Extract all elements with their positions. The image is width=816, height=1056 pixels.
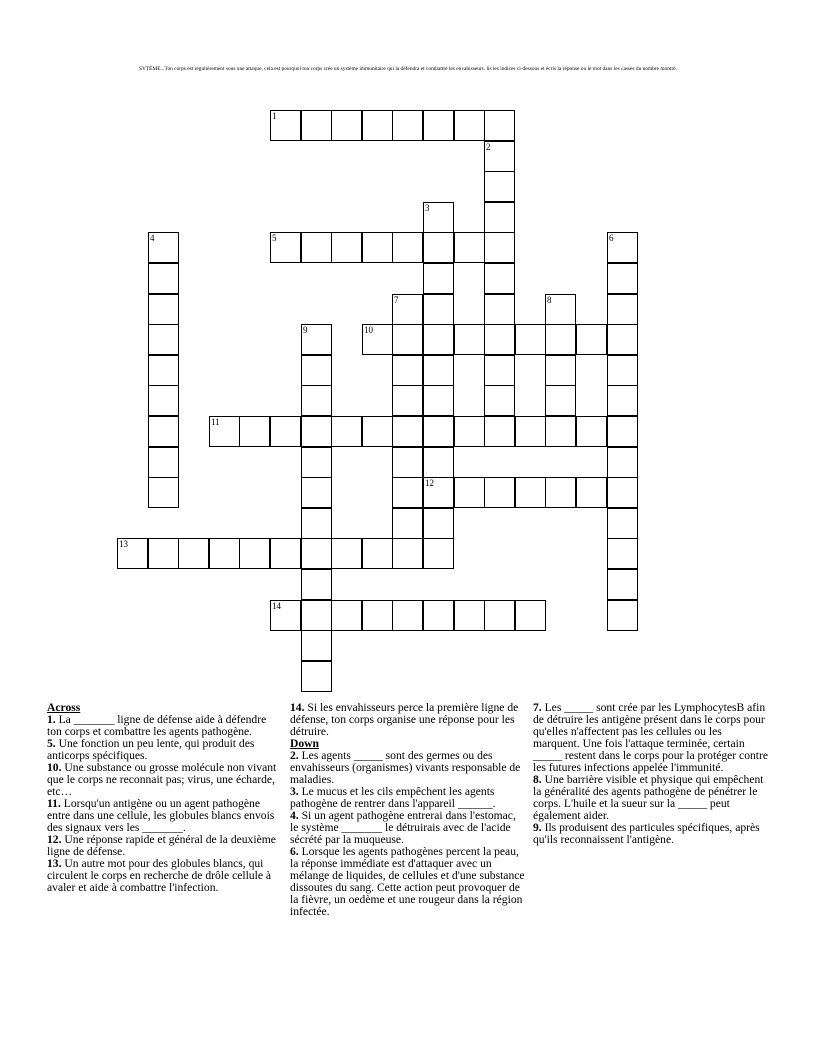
clue-num: 10. [47,761,62,774]
clue-num: 14. [290,701,305,714]
crossword-cell[interactable] [148,477,179,508]
crossword-cell[interactable] [423,355,454,386]
clue-num: 12. [47,833,62,846]
crossword-cell[interactable] [423,508,454,539]
clue-number: 12 [425,478,434,488]
crossword-cell[interactable] [423,110,454,141]
crossword-cell[interactable] [423,600,454,631]
crossword-cell[interactable] [392,447,423,478]
clue-text: Une substance ou grosse molécule non vivant que le corps ne reconnait pas; virus, une écharde, etc… [47,761,277,798]
crossword-cell[interactable] [515,600,546,631]
crossword-cell[interactable] [484,110,515,141]
crossword-cell[interactable] [301,569,332,600]
clue-number: 8 [547,295,552,305]
clue-num: 11. [47,797,61,810]
crossword-cell[interactable] [392,355,423,386]
clue-item [533,702,769,774]
crossword-cell[interactable] [270,538,301,569]
crossword-cell[interactable] [484,263,515,294]
crossword-cell[interactable] [148,263,179,294]
instructions-text: SYTÈME...Ton corps est régulièrement sous une attaque, cela est pourquoi ton corps crée un système immunitaire qui la défendra et combattre les envahisseurs. lis les indices ci-dessous et écris la réponse ou le mot dans les casses du nombre montré. [138,66,678,72]
crossword-cell[interactable] [545,477,576,508]
crossword-cell[interactable] [270,600,301,631]
crossword-cell[interactable] [607,385,638,416]
crossword-cell[interactable] [178,538,209,569]
crossword-cell[interactable] [239,538,270,569]
clue-item [47,714,283,738]
crossword-cell[interactable] [392,324,423,355]
crossword-cell[interactable] [423,447,454,478]
clue-number: 14 [272,601,281,611]
across-heading: Across [47,701,81,714]
clue-text: Une fonction un peu lente, qui produit des anticorps spécifiques. [47,737,255,762]
crossword-cell[interactable] [362,232,393,263]
crossword-cell[interactable] [392,385,423,416]
crossword-cell[interactable] [545,355,576,386]
crossword-cell[interactable] [392,416,423,447]
crossword-cell[interactable] [331,416,362,447]
crossword-cell[interactable] [576,416,607,447]
crossword-cell[interactable] [301,355,332,386]
clue-number: 2 [486,142,491,152]
crossword-cell[interactable] [301,447,332,478]
crossword-cell[interactable] [607,416,638,447]
crossword-cell[interactable] [545,324,576,355]
crossword-cell[interactable] [148,294,179,325]
crossword-cell[interactable] [484,385,515,416]
clue-number: 13 [119,539,128,549]
crossword-cell[interactable] [484,600,515,631]
crossword-cell[interactable] [484,477,515,508]
crossword-cell[interactable] [607,569,638,600]
crossword-cell[interactable] [301,630,332,661]
crossword-cell[interactable] [392,508,423,539]
crossword-cell[interactable] [607,294,638,325]
crossword-cell[interactable] [607,508,638,539]
crossword-cell[interactable] [515,477,546,508]
crossword-cell[interactable] [423,538,454,569]
crossword-cell[interactable] [484,141,515,172]
crossword-cell[interactable] [607,355,638,386]
clues-column-2 [290,702,526,918]
crossword-cell[interactable] [301,477,332,508]
crossword-cell[interactable] [423,294,454,325]
crossword-cell[interactable] [270,416,301,447]
crossword-cell[interactable] [545,385,576,416]
crossword-cell[interactable] [301,416,332,447]
crossword-cell[interactable] [301,600,332,631]
clue-text: Lorsque les agents pathogènes percent la peau, la réponse immédiate est d'attaquer avec un mélange de liquides, de cellules et d'une substance dissoutes du sang. Cette action peut provoquer de la fièvre, un oedème et une rougeur dans la région infectée. [290,845,525,918]
crossword-cell[interactable] [362,600,393,631]
crossword-cell[interactable] [454,110,485,141]
crossword-cell[interactable] [392,110,423,141]
clue-item [47,798,283,834]
clue-number: 6 [609,233,614,243]
clue-item [290,750,526,786]
clue-num: 1. [47,713,56,726]
clue-num: 7. [533,701,542,714]
crossword-cell[interactable] [484,294,515,325]
crossword-cell[interactable] [484,232,515,263]
clue-item [47,834,283,858]
crossword-cell[interactable] [301,385,332,416]
crossword-cell[interactable] [301,324,332,355]
clue-item [47,738,283,762]
crossword-cell[interactable] [331,600,362,631]
clue-text: Si un agent pathogène entrerai dans l'estomac, le système _______ le détruirais avec de l'acide sécrété par la muqueuse. [290,809,516,846]
crossword-cell[interactable] [148,538,179,569]
crossword-cell[interactable] [515,324,546,355]
crossword-cell[interactable] [301,508,332,539]
clue-text: Une barrière visible et physique qui empêchent la généralité des agents pathogène de pénétrer le corps. L'huile et la sueur sur la _____ peut également aider. [533,773,764,822]
crossword-cell[interactable] [607,477,638,508]
crossword-cell[interactable] [484,324,515,355]
crossword-cell[interactable] [301,110,332,141]
crossword-cell[interactable] [607,263,638,294]
crossword-cell[interactable] [423,263,454,294]
crossword-cell[interactable] [423,385,454,416]
crossword-cell[interactable] [148,324,179,355]
crossword-cell[interactable] [484,171,515,202]
crossword-cell[interactable] [454,600,485,631]
crossword-cell[interactable] [423,232,454,263]
clue-number: 5 [272,233,277,243]
crossword-cell[interactable] [454,232,485,263]
clue-number: 10 [364,325,373,335]
crossword-cell[interactable] [270,110,301,141]
crossword-cell[interactable] [423,324,454,355]
clue-item [533,822,769,846]
crossword-cell[interactable] [239,416,270,447]
clue-num: 4. [290,809,299,822]
crossword-cell[interactable] [484,416,515,447]
clue-text: Les _____ sont crée par les LymphocytesB afin de détruire les antigène présent dans le corps pour qu'elles n'affectent pas les cellules ou les marquent. Une fois l'attaque terminée, certain _____ restent dans le corps pour la protéger contre les futures infections appelée l'immunité. [533,701,769,774]
clue-number: 3 [425,203,430,213]
crossword-cell[interactable] [515,416,546,447]
clue-number: 11 [211,417,220,427]
down-heading: Down [290,737,319,750]
crossword-cell[interactable] [148,355,179,386]
crossword-cell[interactable] [301,232,332,263]
clue-item [533,774,769,822]
crossword-cell[interactable] [392,600,423,631]
clue-item [290,702,526,738]
crossword-cell[interactable] [454,416,485,447]
clue-text: Le mucus et les cils empêchent les agents pathogène de rentrer dans l'appareil ______. [290,785,496,810]
clue-text: Si les envahisseurs perce la première ligne de défense, ton corps organise une réponse pour les détruire. [290,701,519,738]
crossword-cell[interactable] [331,110,362,141]
clue-num: 8. [533,773,542,786]
crossword-cell[interactable] [454,477,485,508]
crossword-cell[interactable] [148,416,179,447]
crossword-cell[interactable] [576,477,607,508]
clue-num: 3. [290,785,299,798]
crossword-cell[interactable] [392,232,423,263]
crossword-cell[interactable] [148,447,179,478]
clue-number: 1 [272,111,277,121]
crossword-cell[interactable] [607,538,638,569]
crossword-cell[interactable] [331,538,362,569]
crossword-cell[interactable] [545,416,576,447]
clue-text: Lorsqu'un antigène ou un agent pathogène entre dans une cellule, les globules blancs envois des signaux vers les _______. [47,797,275,834]
clue-item [290,786,526,810]
clue-num: 9. [533,821,542,834]
crossword-cell[interactable] [484,202,515,233]
crossword-cell[interactable] [301,661,332,692]
clue-num: 6. [290,845,299,858]
clue-num: 2. [290,749,299,762]
crossword-cell[interactable] [454,324,485,355]
crossword-cell[interactable] [331,232,362,263]
clue-number: 9 [303,325,308,335]
clue-item [290,810,526,846]
crossword-cell[interactable] [423,416,454,447]
crossword-cell[interactable] [484,355,515,386]
clue-item [47,762,283,798]
clue-num: 13. [47,857,62,870]
crossword-cell[interactable] [392,538,423,569]
crossword-cell[interactable] [362,538,393,569]
clue-text: Un autre mot pour des globules blancs, qui circulent le corps en recherche de drôle cellule à avaler et aide à combattre l'infection. [47,857,272,894]
clue-number: 7 [394,295,399,305]
clue-num: 5. [47,737,56,750]
crossword-cell[interactable] [607,324,638,355]
clues-column-1 [47,702,283,894]
clue-text: Une réponse rapide et général de la deuxième ligne de défense. [47,833,276,858]
crossword-cell[interactable] [301,538,332,569]
crossword-cell[interactable] [117,538,148,569]
crossword-cell[interactable] [362,416,393,447]
crossword-cell[interactable] [607,447,638,478]
crossword-cell[interactable] [607,232,638,263]
clue-text: Les agents _____ sont des germes ou des envahisseurs (organismes) vivants responsable de maladies. [290,749,521,786]
crossword-cell[interactable] [270,232,301,263]
crossword-cell[interactable] [148,385,179,416]
crossword-cell[interactable] [148,232,179,263]
crossword-cell[interactable] [545,294,576,325]
clues-column-3 [533,702,769,846]
crossword-cell[interactable] [392,477,423,508]
crossword-cell[interactable] [362,324,393,355]
crossword-cell[interactable] [576,324,607,355]
clue-item [47,858,283,894]
clue-item [290,846,526,918]
clue-number: 4 [150,233,155,243]
clue-text: Ils produisent des particules spécifiques, après qu'ils reconnaissent l'antigène. [533,821,760,846]
crossword-cell[interactable] [607,600,638,631]
clue-text: La _______ ligne de défense aide à défendre ton corps et combattre les agents pathogène. [47,713,267,738]
crossword-cell[interactable] [423,477,454,508]
crossword-cell[interactable] [423,202,454,233]
crossword-cell[interactable] [209,416,240,447]
crossword-cell[interactable] [362,110,393,141]
crossword-cell[interactable] [392,294,423,325]
crossword-cell[interactable] [209,538,240,569]
